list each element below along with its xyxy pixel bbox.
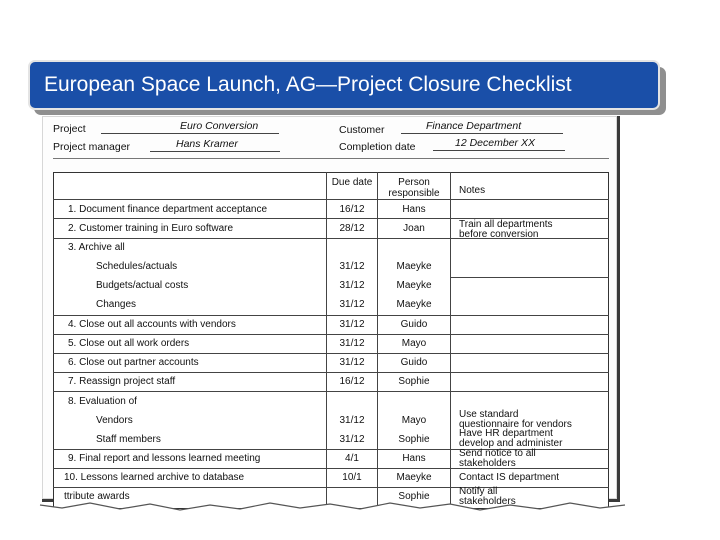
person-cell: Sophie (398, 491, 430, 502)
completion-date-value: 12 December XX (455, 137, 535, 149)
due-date-cell: 31/12 (339, 415, 365, 426)
person-cell: Hans (402, 204, 426, 215)
project-manager-underline (150, 151, 280, 152)
notes-line: questionnaire for vendors (459, 419, 572, 430)
task-subitem: Schedules/actuals (96, 261, 178, 272)
notes-line: Notify all (459, 486, 498, 497)
grid-hline (53, 334, 609, 335)
due-date-cell: 31/12 (339, 261, 365, 272)
task-text: 10. Lessons learned archive to database (64, 472, 245, 483)
person-cell: Guido (400, 357, 428, 368)
grid-hline (53, 487, 609, 488)
grid-hline-notes (450, 277, 609, 278)
notes-line: Send notice to all (459, 448, 536, 459)
task-text: 4. Close out all accounts with vendors (68, 319, 236, 330)
customer-underline (401, 133, 563, 134)
due-date-cell: 31/12 (339, 434, 365, 445)
task-text: 3. Archive all (68, 242, 125, 253)
person-cell: Joan (403, 223, 425, 234)
due-date-cell: 31/12 (339, 319, 365, 330)
notes-line: Train all departments (459, 219, 553, 230)
project-underline (101, 133, 279, 134)
person-cell: Mayo (401, 415, 427, 426)
task-text: 5. Close out all work orders (68, 338, 190, 349)
grid-hline (53, 315, 609, 316)
completion-date-label: Completion date (339, 141, 416, 153)
project-label: Project (53, 123, 86, 135)
person-cell: Sophie (398, 376, 430, 387)
person-cell: Maeyke (396, 299, 432, 310)
task-subitem: Vendors (96, 415, 133, 426)
torn-edge (0, 494, 720, 540)
notes-cell (459, 449, 536, 469)
task-text: ttribute awards (64, 491, 130, 502)
slide-title: European Space Launch, AG—Project Closure Checklist (28, 60, 660, 110)
person-cell: Mayo (401, 338, 427, 349)
task-subitem: Budgets/actual costs (96, 280, 189, 291)
person-cell: Guido (400, 319, 428, 330)
notes-line: Use standard (459, 409, 519, 420)
task-text: 7. Reassign project staff (68, 376, 176, 387)
due-date-cell: 31/12 (339, 299, 365, 310)
grid-hline (53, 391, 609, 392)
notes-cell (459, 220, 553, 240)
person-cell: Maeyke (396, 261, 432, 272)
notes-line: before conversion (459, 229, 539, 240)
project-value: Euro Conversion (180, 120, 259, 132)
person-cell: Maeyke (396, 280, 432, 291)
project-manager-value: Hans Kramer (176, 138, 238, 150)
grid-hline (53, 372, 609, 373)
notes-cell (459, 410, 572, 430)
notes-line: Contact IS department (459, 472, 560, 483)
due-date-cell: 31/12 (339, 338, 365, 349)
due-date-cell: 28/12 (339, 223, 365, 234)
grid-hline (53, 199, 609, 200)
due-date-cell: 31/12 (339, 280, 365, 291)
column-header-due-date: Due date (331, 177, 373, 188)
notes-line: Have HR department (459, 428, 553, 439)
task-subitem: Changes (96, 299, 137, 310)
due-date-cell: 4/1 (345, 453, 359, 464)
task-text: 6. Close out partner accounts (68, 357, 199, 368)
customer-label: Customer (339, 124, 385, 136)
task-text: 8. Evaluation of (68, 396, 137, 407)
due-date-cell: 16/12 (339, 204, 365, 215)
notes-cell (459, 473, 559, 483)
notes-line: develop and administer (459, 438, 563, 449)
task-text: 2. Customer training in Euro software (68, 223, 234, 234)
due-date-cell: 16/12 (339, 376, 365, 387)
project-manager-label: Project manager (53, 141, 131, 153)
task-text: 1. Document finance department acceptance (68, 204, 268, 215)
header-separator (53, 158, 609, 159)
customer-value: Finance Department (426, 120, 522, 132)
task-text: 9. Final report and lessons learned meeting (68, 453, 261, 464)
column-header-person-responsible: Person responsible (388, 177, 440, 199)
column-header-notes: Notes (459, 185, 486, 196)
grid-hline (53, 353, 609, 354)
task-subitem: Staff members (96, 434, 161, 445)
due-date-cell: 10/1 (342, 472, 362, 483)
due-date-cell: 31/12 (339, 357, 365, 368)
notes-cell (459, 429, 562, 449)
notes-line: stakeholders (459, 496, 516, 507)
person-cell: Maeyke (396, 472, 432, 483)
person-cell: Hans (402, 453, 426, 464)
completion-date-underline (433, 150, 565, 151)
grid-vline-notes (450, 172, 451, 509)
person-cell: Sophie (398, 434, 430, 445)
notes-line: stakeholders (459, 458, 516, 469)
